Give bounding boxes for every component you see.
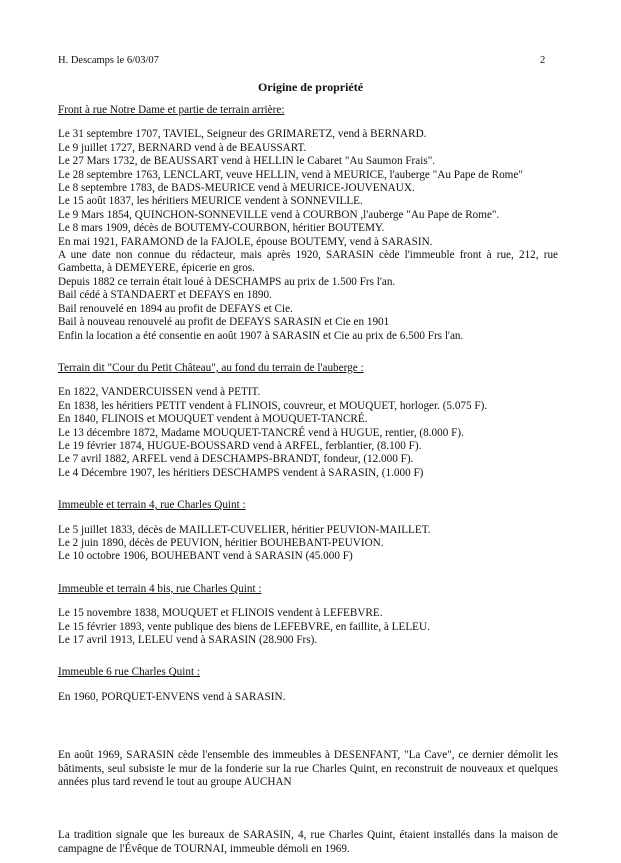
section-heading: Immeuble 6 rue Charles Quint : xyxy=(58,666,200,679)
entry-line: Enfin la location a été consentie en août 1907 à SARASIN et Cie au prix de 6.500 Frs l'an. xyxy=(58,329,464,342)
section-heading: Immeuble et terrain 4 bis, rue Charles Quint : xyxy=(58,582,262,595)
entry-line: Le 7 avril 1882, ARFEL vend à DESCHAMPS-BRANDT, fondeur, (12.000 F). xyxy=(58,453,414,466)
entry-line: Le 4 Décembre 1907, les héritiers DESCHAMPS vendent à SARASIN, (1.000 F) xyxy=(58,466,424,479)
entry-line: Le 8 septembre 1783, de BADS-MEURICE vend à MEURICE-JOUVENAUX. xyxy=(58,182,415,195)
entry-line: A une date non connue du rédacteur, mais après 1920, SARASIN cède l'immeuble front à rue, 212, rue Gambetta, à DEMEYERE, épicerie en gros. xyxy=(58,249,558,275)
section-4-charles-quint xyxy=(58,499,558,564)
entry-line: Le 28 septembre 1763, LENCLART, veuve HELLIN, vend à MEURICE, l'auberge "Au Pape de Rome" xyxy=(58,168,523,181)
entry-line: En 1838, les héritiers PETIT vendent à FLINOIS, couvreur, et MOUQUET, horloger. (5.075 F). xyxy=(58,399,488,412)
section-4bis-charles-quint xyxy=(58,583,558,648)
header-author-date: H. Descamps le 6/03/07 xyxy=(58,55,159,66)
entry-line: Le 19 février 1874, HUGUE-BOUSSARD vend à ARFEL, ferblantier, (8.100 F). xyxy=(58,439,422,452)
section-heading: Terrain dit "Cour du Petit Château", au fond du terrain de l'auberge : xyxy=(58,361,364,374)
paragraph-1969: En août 1969, SARASIN cède l'ensemble des immeubles à DESENFANT, "La Cave", ce dernier démolit les bâtiments, seul subsiste le mur de la fonderie sur la rue Charles Quint, en reconstruit de nouveaux et quelques années plus tard revend le tout au groupe AUCHAN xyxy=(58,749,558,789)
entry-line: Le 31 septembre 1707, TAVIEL, Seigneur des GRIMARETZ, vend à BERNARD. xyxy=(58,128,427,141)
entry-line: Le 15 août 1837, les héritiers MEURICE vendent à SONNEVILLE. xyxy=(58,195,363,208)
entry-line: Le 5 juillet 1833, décès de MAILLET-CUVELIER, héritier PEUVION-MAILLET. xyxy=(58,523,431,536)
entry-line: En 1822, VANDERCUISSEN vend à PETIT. xyxy=(58,386,261,399)
entry-line: Le 15 novembre 1838, MOUQUET et FLINOIS vendent à LEFEBVRE. xyxy=(58,607,383,620)
entry-line: En 1840, FLINOIS et MOUQUET vendent à MOUQUET-TANCRÉ. xyxy=(58,413,368,426)
entry-line: Le 9 juillet 1727, BERNARD vend à de BEAUSSART. xyxy=(58,141,307,154)
entry-line: Le 13 décembre 1872, Madame MOUQUET-TANCRÉ vend à HUGUE, rentier, (8.000 F). xyxy=(58,426,464,439)
entry-line: Bail renouvelé en 1894 au profit de DEFAYS et Cie. xyxy=(58,302,293,315)
entry-line: En 1960, PORQUET-ENVENS vend à SARASIN. xyxy=(58,690,286,703)
section-petit-chateau xyxy=(58,362,558,480)
entry-line: Bail cédé à STANDAERT et DEFAYS en 1890. xyxy=(58,289,272,302)
entry-line: Le 8 mars 1909, décès de BOUTEMY-COURBON, héritier BOUTEMY. xyxy=(58,222,385,235)
page-number: 2 xyxy=(540,55,546,66)
entry-line: En mai 1921, FARAMOND de la FAJOLE, épouse BOUTEMY, vend à SARASIN. xyxy=(58,235,433,248)
section-heading: Front à rue Notre Dame et partie de terrain arrière: xyxy=(58,104,285,116)
entry-line: Le 27 Mars 1732, de BEAUSSART vend à HELLIN le Cabaret "Au Saumon Frais". xyxy=(58,155,436,168)
entry-line: Depuis 1882 ce terrain était loué à DESCHAMPS au prix de 1.500 Frs l'an. xyxy=(58,275,396,288)
paragraph-tradition: La tradition signale que les bureaux de SARASIN, 4, rue Charles Quint, étaient installés dans la maison de campagne de l'Évêque de TOURNAI, immeuble démoli en 1969. xyxy=(58,829,558,855)
entry-line: Le 2 juin 1890, décès de PEUVION, héritier BOUHEBANT-PEUVION. xyxy=(58,536,384,549)
page-title: Origine de propriété xyxy=(257,80,364,94)
section-6-charles-quint xyxy=(58,666,558,704)
entry-line: Le 9 Mars 1854, QUINCHON-SONNEVILLE vend à COURBON ,l'auberge "Au Pape de Rome". xyxy=(58,208,500,221)
document-body xyxy=(58,104,558,856)
entry-line: Le 17 avril 1913, LELEU vend à SARASIN (28.900 Frs). xyxy=(58,634,318,646)
entry-line: Le 15 février 1893, vente publique des biens de LEFEBVRE, en faillite, à LELEU. xyxy=(58,620,430,633)
section-notre-dame xyxy=(58,104,558,343)
entry-line: Bail à nouveau renouvelé au profit de DEFAYS SARASIN et Cie en 1901 xyxy=(58,316,390,329)
section-heading: Immeuble et terrain 4, rue Charles Quint : xyxy=(58,499,246,512)
entry-line: Le 10 octobre 1906, BOUHEBANT vend à SARASIN (45.000 F) xyxy=(58,550,353,563)
